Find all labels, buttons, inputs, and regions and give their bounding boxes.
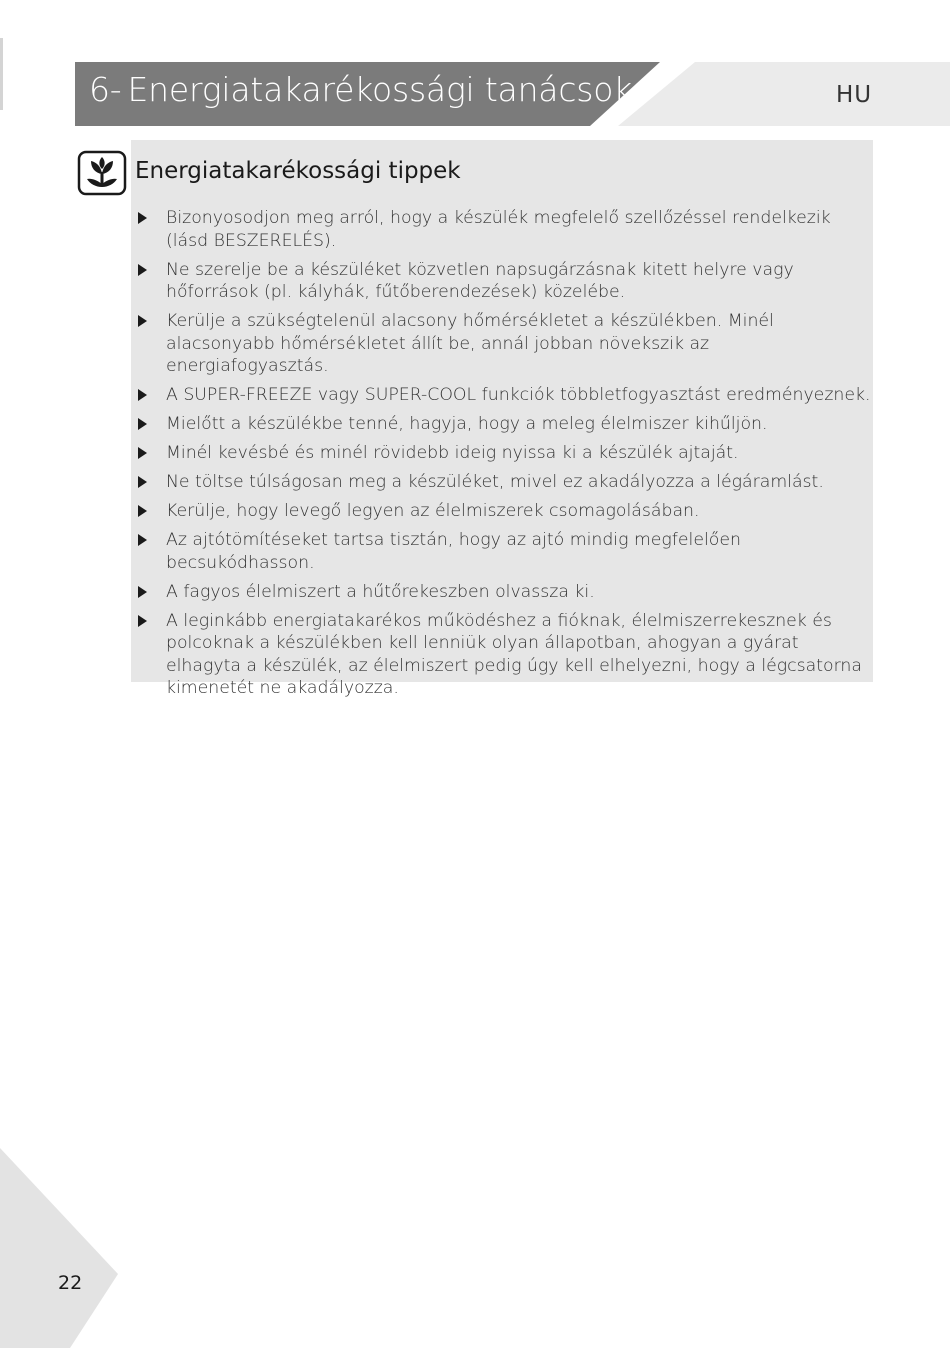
tip-text: Minél kevésbé és minél rövidebb ideig nyissa ki a készülék ajtaját. (166, 443, 739, 463)
page-number: 22 (58, 1272, 83, 1294)
bullet-arrow-icon (138, 586, 147, 598)
chapter-title-text: Energiatakarékossági tanácsok (127, 70, 633, 109)
bullet-arrow-icon (138, 476, 147, 488)
tip-text: Ne töltse túlságosan meg a készüléket, mivel ez akadályozza a légáramlást. (166, 472, 824, 492)
bullet-arrow-icon (138, 418, 147, 430)
eco-leaf-icon (77, 150, 127, 196)
bullet-arrow-icon (138, 505, 147, 517)
tip-text: Kerülje, hogy levegő legyen az élelmiszerek csomagolásában. (166, 501, 700, 521)
list-item (138, 310, 873, 378)
list-item (138, 500, 873, 523)
list-item (138, 384, 873, 407)
tip-text: A leginkább energiatakarékos működéshez a fióknak, élelmiszerrekesznek és polcoknak a készülékben kell lenniük olyan állapotban, ahogyan a gyárat elhagyta a készülék, az élelmiszert pedig úgy kell elhelyezni, hogy a légcsatorna kimenetét ne akadályozza. (166, 610, 862, 698)
list-item (138, 207, 873, 252)
bullet-arrow-icon (138, 615, 147, 627)
chapter-number: 6- (89, 70, 122, 109)
list-item (138, 259, 873, 304)
header-band-light (618, 62, 950, 126)
tip-text: A SUPER-FREEZE vagy SUPER-COOL funkciók többletfogyasztást eredményeznek. (166, 385, 871, 405)
list-item (138, 529, 873, 574)
tip-text: Mielőtt a készülékbe tenné, hagyja, hogy a meleg élelmiszer kihűljön. (166, 414, 768, 434)
bullet-arrow-icon (138, 212, 147, 224)
tips-list (138, 207, 873, 706)
section-title: Energiatakarékossági tippek (135, 158, 461, 184)
list-item (138, 413, 873, 436)
list-item (138, 442, 873, 465)
chapter-title (89, 70, 632, 114)
list-item (138, 471, 873, 494)
tip-text: A fagyos élelmiszert a hűtőrekeszben olvassza ki. (166, 581, 595, 602)
bullet-arrow-icon (138, 447, 147, 459)
tip-text: Kerülje a szükségtelenül alacsony hőmérsékletet a készülékben. Minél alacsonyabb hőmérsékletet állít be, annál jobban növekszik az energiafogyasztás. (166, 311, 774, 376)
bullet-arrow-icon (138, 264, 147, 276)
bullet-arrow-icon (138, 315, 147, 327)
list-item (138, 581, 873, 604)
tip-text: Ne szerelje be a készüléket közvetlen napsugárzásnak kitett helyre vagy hőforrások (pl. kályhák, fűtőberendezések) közelébe. (166, 259, 794, 302)
bullet-arrow-icon (138, 389, 147, 401)
tip-text: Az ajtótömítéseket tartsa tisztán, hogy az ajtó mindig megfelelően becsukódhasson. (166, 530, 741, 573)
language-code: HU (836, 82, 873, 108)
page-corner-decoration (0, 1148, 130, 1348)
list-item (138, 610, 873, 700)
tip-text: Bizonyosodjon meg arról, hogy a készülék megfelelő szellőzéssel rendelkezik (lásd BESZERELÉS). (166, 208, 831, 251)
bullet-arrow-icon (138, 534, 147, 546)
